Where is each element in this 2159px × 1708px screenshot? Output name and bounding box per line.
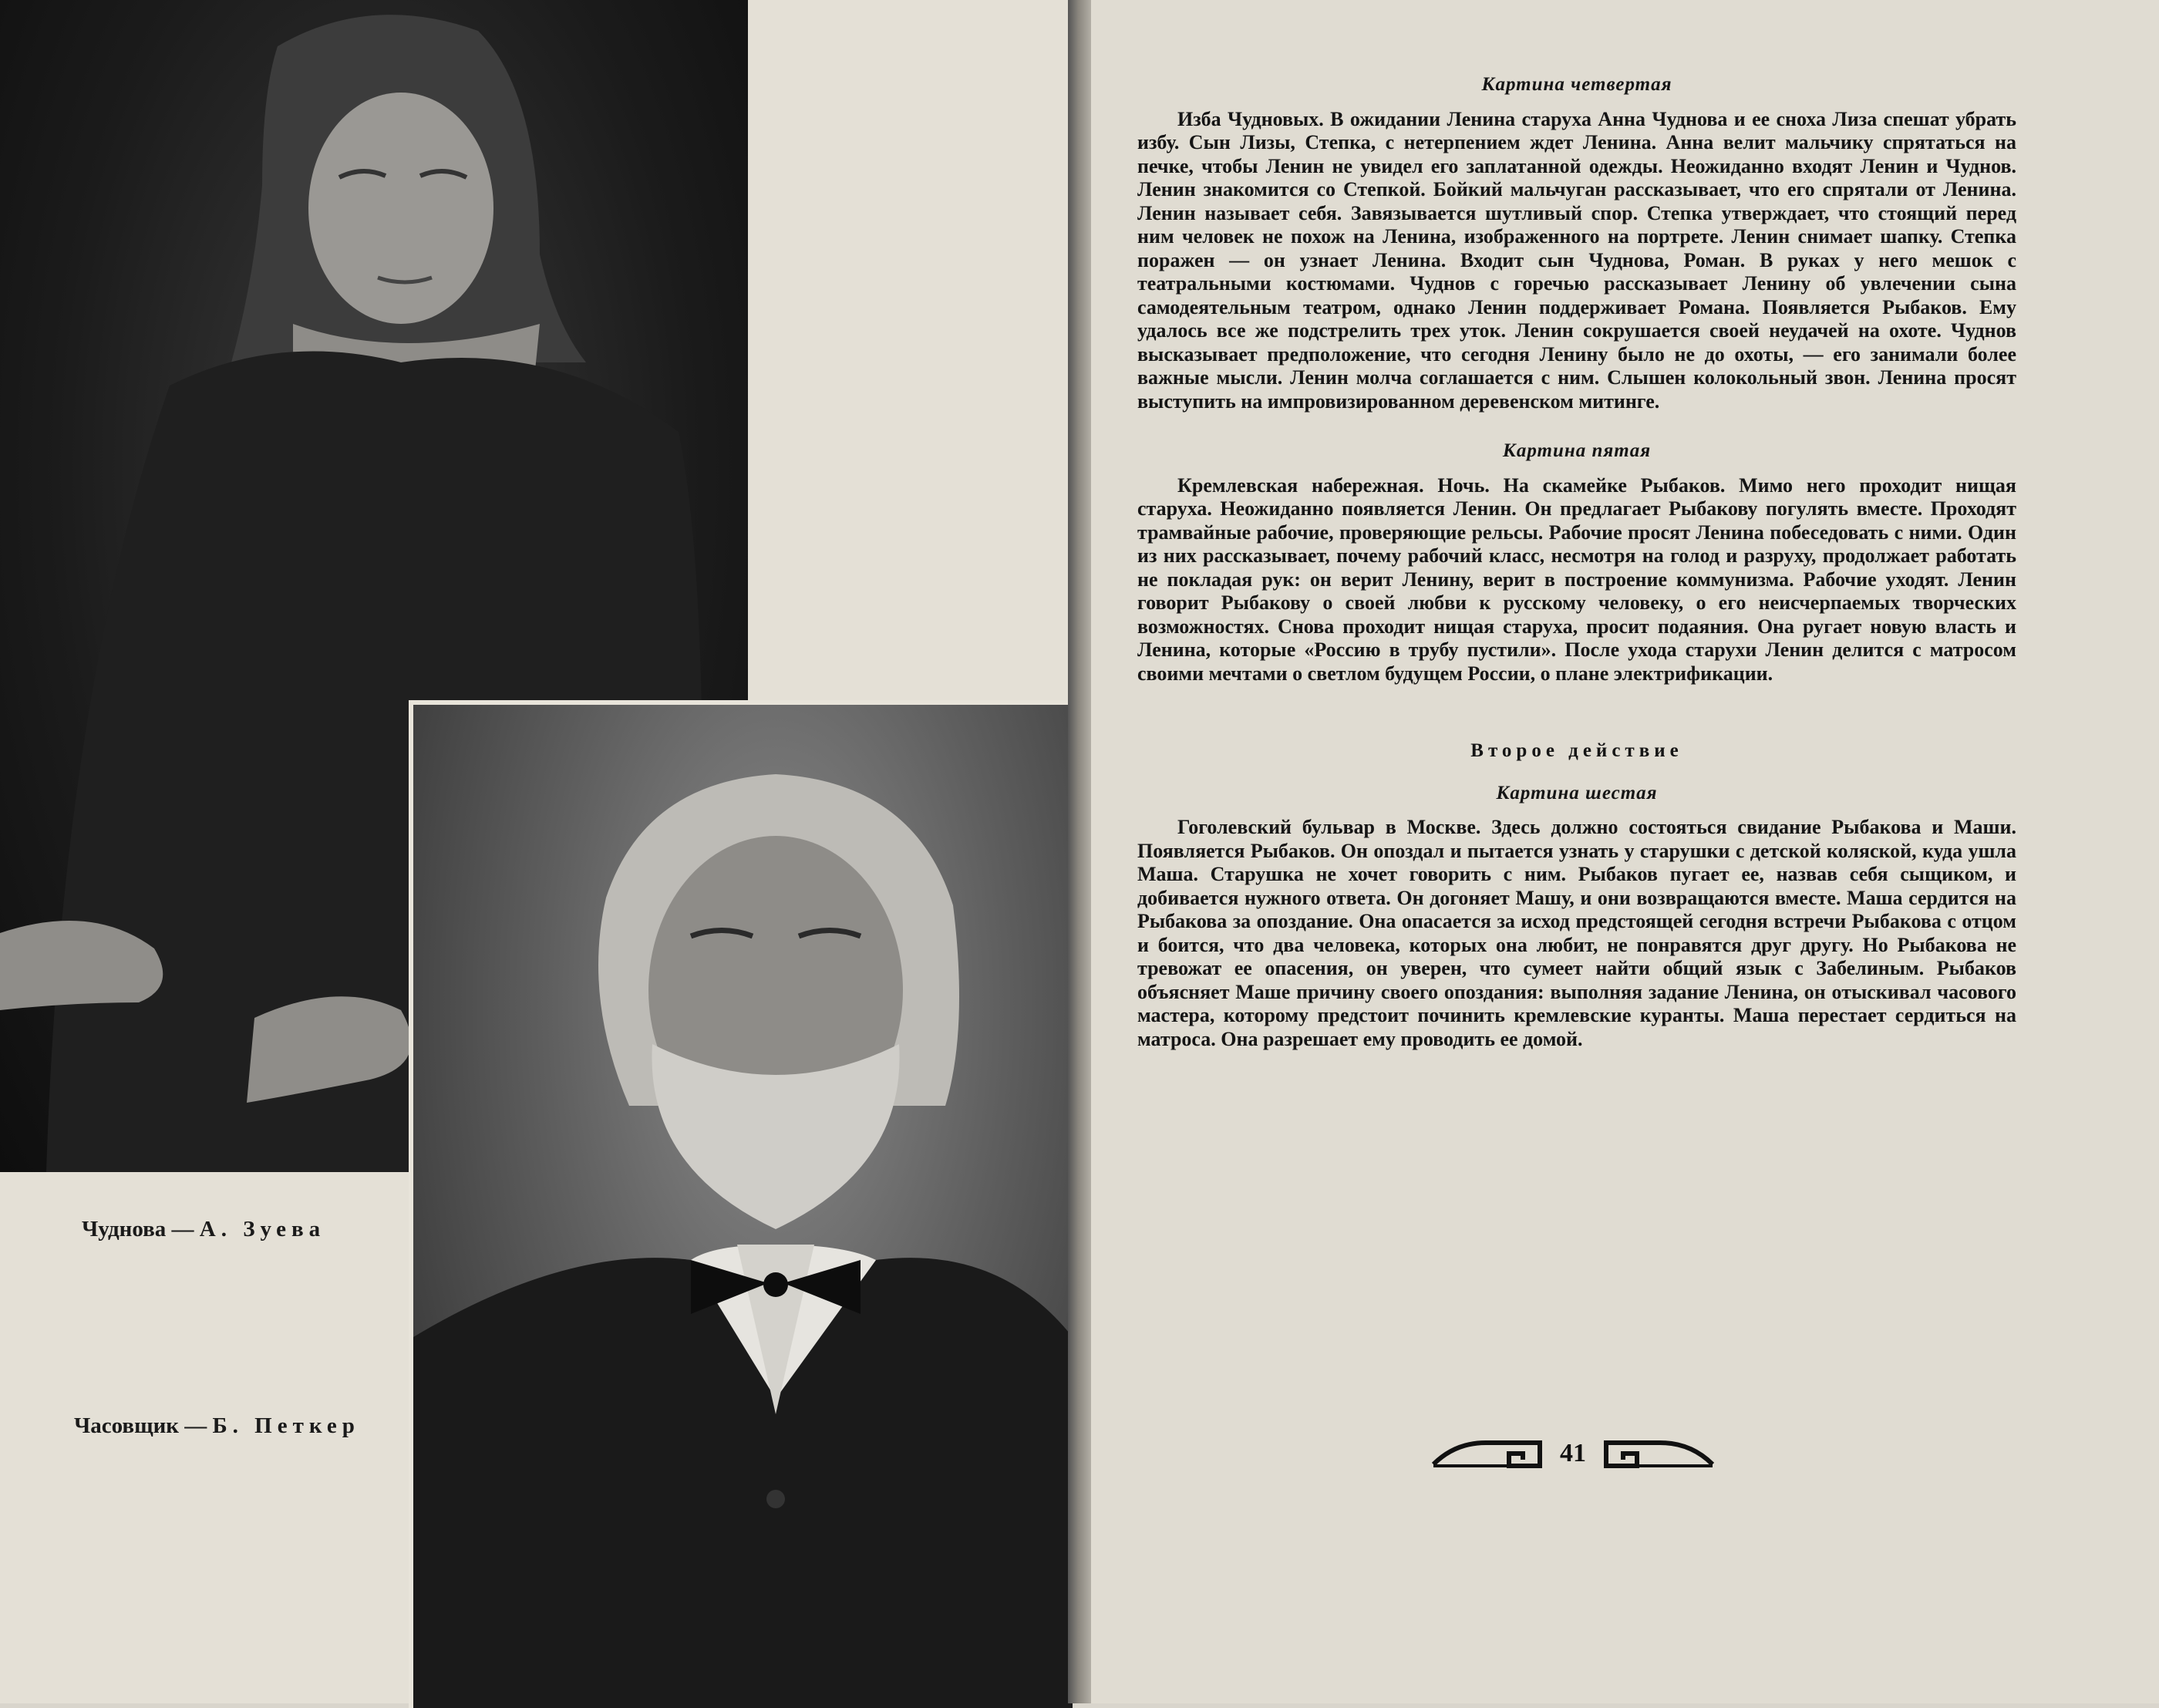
caption-dash: — (166, 1217, 200, 1241)
caption-role: Часовщик (74, 1413, 179, 1438)
page-footer (1411, 1427, 1735, 1481)
scene-6-paragraph: Гоголевский бульвар в Москве. Здесь должно состояться свидание Рыбакова и Маши. Появляется Рыбаков. Он опоздал и пытается узнать у старушки с детской коляской, куда ушла Маша. Старушка не хочет говорить с ним. Рыбаков пугает ее, назвав себя сыщиком, и добивается нужного ответа. Он догоняет Машу, и они возвращаются вместе. Маша сердится на Рыбакова за опоздание. Она опасается за исход предстоящей сегодня встречи Рыбакова с отцом и боится, что два человека, которых она любит, не понравятся друг другу. Но Рыбакова не тревожат ее опасения, он уверен, что сумеет найти общий язык с Забелиным. Рыбаков объясняет Маше причину своего опоздания: выполняя задание Ленина, он отыскивал часового мастера, которому предстоит починить кремлевские куранты. Маша перестает сердиться на матроса. Она разрешает ему проводить ее домой. (1137, 816, 2016, 1050)
scene-title-6: Картина шестая (1496, 782, 1658, 803)
synopsis-text-column (1137, 73, 2016, 1051)
caption-petker (74, 1413, 360, 1439)
caption-actor: А. Зуева (199, 1217, 326, 1241)
greek-key-ornament-left-icon (1432, 1437, 1548, 1470)
caption-chudnova (82, 1217, 325, 1242)
page-number: 41 (1560, 1439, 1586, 1467)
caption-role: Чуднова (82, 1217, 167, 1241)
right-page (1091, 0, 2159, 1703)
scene-5-paragraph: Кремлевская набережная. Ночь. На скамейке Рыбаков. Мимо него проходит нищая старуха. Неожиданно появляется Ленин. Он предлагает Рыбакову погулять вместе. Проходят трамвайные рабочие, проверяющие рельсы. Рабочие просят Ленина побеседовать с ними. Один из них рассказывает, почему рабочий класс, несмотря на голод и разруху, продолжает работать не покладая рук: он верит Ленину, верит в построение коммунизма. Рабочие уходят. Ленин говорит Рыбакову о своей любви к русскому человеку, о его неисчерпаемых творческих возможностях. Снова проходит нищая старуха, просит подаяния. Она ругает новую власть и Ленина, которые «Россию в трубу пустили». После ухода старухи Ленин делится с матросом своими мечтами о светлом будущем России, о плане электрификации. (1137, 473, 2016, 685)
photo-petker-portrait (409, 700, 1073, 1708)
scene-title-4: Картина четвертая (1481, 74, 1672, 95)
act-title-2: Второе действие (1470, 740, 1683, 761)
scene-title-5: Картина пятая (1502, 440, 1652, 461)
caption-actor: Б. Петкер (212, 1413, 360, 1438)
scene-4-paragraph: Изба Чудновых. В ожидании Ленина старуха Анна Чуднова и ее сноха Лиза спешат убрать избу. Сын Лизы, Степка, с нетерпением ждет Ленина. Анна велит мальчику спрятаться на печке, чтобы Ленин не увидел его заплатанной одежды. Неожиданно входят Ленин и Чуднов. Ленин знакомится со Степкой. Бойкий мальчуган рассказывает, что его спрятали от Ленина. Ленин называет себя. Завязывается шутливый спор. Степка утверждает, что стоящий перед ним человек не похож на Ленина, изображенного на портрете. Ленин снимает шапку. Степка поражен — он узнает Ленина. Входит сын Чуднова, Роман. В руках у него мешок с театральными костюмами. Чуднов с горечью рассказывает Ленину об увлечении сына самодеятельным театром, однако Ленин поддерживает Романа. Появляется Рыбаков. Ему удалось все же подстрелить трех уток. Ленин сокрушается своей неудачей на охоте. Чуднов высказывает предположение, что сегодня Ленину было не до охоты, — его занимали более важные мысли. Ленин молча соглашается с ним. Слышен колокольный звон. Ленина просят выступить на импровизированном деревенском митинге. (1137, 107, 2016, 413)
portrait-man-illustration (413, 705, 1073, 1708)
left-page (0, 0, 1068, 1703)
book-gutter (1068, 0, 1091, 1703)
greek-key-ornament-right-icon (1598, 1437, 1714, 1470)
caption-dash: — (179, 1413, 213, 1438)
